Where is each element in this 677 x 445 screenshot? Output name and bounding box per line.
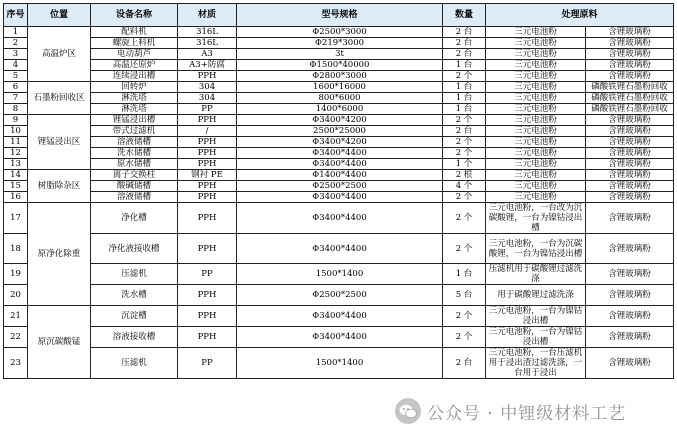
cell-no: 18 (4, 234, 28, 264)
cell-qty: 2 台 (443, 27, 486, 38)
header-raw: 处理原料 (486, 4, 674, 27)
header-qty: 数量 (443, 4, 486, 27)
cell-spec: 3t (237, 49, 443, 60)
cell-raw2: 含锂玻璃粉 (586, 203, 674, 234)
table-row (4, 203, 674, 234)
cell-raw2: 含锂玻璃粉 (586, 192, 674, 203)
cell-raw1: 三元电池粉，一台改为沉碳酸锂，一台为镍钴浸出槽 (486, 203, 586, 234)
cell-raw2: 含锂玻璃粉 (586, 181, 674, 192)
cell-spec: Φ3400*4400 (237, 203, 443, 234)
cell-material: PPH (178, 234, 237, 264)
cell-no: 20 (4, 285, 28, 306)
cell-spec: 800*6000 (237, 93, 443, 104)
location-cell: 原沉碳酸锰 (28, 306, 91, 379)
cell-no: 6 (4, 82, 28, 93)
header-location: 位置 (28, 4, 91, 27)
cell-no: 11 (4, 137, 28, 148)
cell-no: 12 (4, 148, 28, 159)
header-no: 序号 (4, 4, 28, 27)
table-row (4, 181, 674, 192)
table-row (4, 148, 674, 159)
cell-material: 316L (178, 38, 237, 49)
cell-qty: 1 台 (443, 82, 486, 93)
cell-qty: 1 台 (443, 93, 486, 104)
cell-name: 螺旋上料机 (91, 38, 178, 49)
cell-qty: 5 台 (443, 285, 486, 306)
location-cell: 原净化除重 (28, 203, 91, 306)
cell-qty: 2 个 (443, 115, 486, 126)
cell-raw1: 三元电池粉 (486, 192, 586, 203)
cell-no: 7 (4, 93, 28, 104)
cell-spec: Φ3400*4400 (237, 159, 443, 170)
cell-raw2: 含锂玻璃粉 (586, 60, 674, 71)
cell-raw1: 三元电池粉 (486, 38, 586, 49)
header-name: 设备名称 (91, 4, 178, 27)
table-row (4, 285, 674, 306)
cell-material: 316L (178, 27, 237, 38)
cell-no: 19 (4, 264, 28, 285)
cell-material: A3 (178, 49, 237, 60)
cell-raw1: 三元电池粉，一台压滤机用于浸出渣过滤洗涤，一台用于浸出 (486, 348, 586, 379)
cell-material: PP (178, 104, 237, 115)
cell-spec: 1500*1400 (237, 348, 443, 379)
cell-no: 21 (4, 306, 28, 327)
cell-raw1: 三元电池粉 (486, 27, 586, 38)
cell-qty: 2 台 (443, 38, 486, 49)
table-row (4, 104, 674, 115)
cell-raw2: 含锂玻璃粉 (586, 234, 674, 264)
cell-name: 压滤机 (91, 348, 178, 379)
cell-name: 溶液接收槽 (91, 327, 178, 348)
cell-qty: 2 台 (443, 348, 486, 379)
cell-no: 1 (4, 27, 28, 38)
cell-name: 沉淀槽 (91, 306, 178, 327)
cell-raw1: 三元电池粉 (486, 104, 586, 115)
cell-qty: 1 个 (443, 159, 486, 170)
cell-name: 高温还原炉 (91, 60, 178, 71)
cell-qty: 2 个 (443, 203, 486, 234)
cell-raw1: 三元电池粉 (486, 115, 586, 126)
cell-spec: Φ3400*4400 (237, 148, 443, 159)
cell-no: 14 (4, 170, 28, 181)
header-spec: 型号规格 (237, 4, 443, 27)
table-row (4, 306, 674, 327)
cell-raw2: 含锂玻璃粉 (586, 38, 674, 49)
cell-spec: Φ3400*4200 (237, 115, 443, 126)
cell-name: 淋洗塔 (91, 93, 178, 104)
cell-name: 溶液储槽 (91, 137, 178, 148)
cell-qty: 2 根 (443, 170, 486, 181)
cell-name: 电动葫芦 (91, 49, 178, 60)
cell-spec: Φ1500*40000 (237, 60, 443, 71)
cell-material: 钢衬 PE (178, 170, 237, 181)
cell-spec: 2500*25000 (237, 126, 443, 137)
cell-qty: 2 台 (443, 126, 486, 137)
cell-raw1: 三元电池粉 (486, 49, 586, 60)
cell-spec: Φ219*3000 (237, 38, 443, 49)
cell-raw2: 含锂玻璃粉 (586, 170, 674, 181)
cell-material: PPH (178, 203, 237, 234)
cell-raw1: 三元电池粉，一台为镍钴浸出槽 (486, 306, 586, 327)
cell-material: 304 (178, 93, 237, 104)
cell-name: 离子交换柱 (91, 170, 178, 181)
cell-no: 10 (4, 126, 28, 137)
cell-no: 16 (4, 192, 28, 203)
cell-raw2: 含锂玻璃粉 (586, 115, 674, 126)
cell-spec: Φ2800*3000 (237, 71, 443, 82)
cell-material: PPH (178, 192, 237, 203)
table-row (4, 327, 674, 348)
cell-material: PPH (178, 327, 237, 348)
cell-name: 配料机 (91, 27, 178, 38)
cell-spec: 1400*6000 (237, 104, 443, 115)
cell-raw2: 含锂玻璃粉 (586, 126, 674, 137)
table-row (4, 192, 674, 203)
table-row (4, 60, 674, 71)
table-row (4, 115, 674, 126)
cell-raw2: 含锂玻璃粉 (586, 306, 674, 327)
cell-name: 回转炉 (91, 82, 178, 93)
cell-no: 2 (4, 38, 28, 49)
cell-raw2: 含锂玻璃粉 (586, 27, 674, 38)
cell-no: 8 (4, 104, 28, 115)
table-row (4, 126, 674, 137)
cell-no: 9 (4, 115, 28, 126)
table-row (4, 38, 674, 49)
cell-qty: 2 个 (443, 306, 486, 327)
location-cell: 高温炉区 (28, 27, 91, 82)
equipment-table (3, 3, 674, 379)
table-row (4, 234, 674, 264)
cell-qty: 2 个 (443, 71, 486, 82)
cell-raw2: 磷酸铁锂石墨粉回收 (586, 104, 674, 115)
cell-name: 连续浸出槽 (91, 71, 178, 82)
cell-raw2: 含锂玻璃粉 (586, 285, 674, 306)
cell-spec: Φ1400*4400 (237, 170, 443, 181)
cell-no: 17 (4, 203, 28, 234)
cell-spec: Φ3400*4200 (237, 137, 443, 148)
location-cell: 石墨粉回收区 (28, 82, 91, 115)
cell-raw1: 压滤机用于碳酸锂过滤洗涤 (486, 264, 586, 285)
cell-raw2: 含锂玻璃粉 (586, 264, 674, 285)
cell-material: PPH (178, 71, 237, 82)
cell-spec: Φ2500*2500 (237, 181, 443, 192)
cell-material: PPH (178, 115, 237, 126)
cell-name: 压滤机 (91, 264, 178, 285)
cell-material: 304 (178, 82, 237, 93)
cell-qty: 2 个 (443, 327, 486, 348)
cell-spec: Φ3400*4400 (237, 192, 443, 203)
table-row (4, 348, 674, 379)
header-row (4, 4, 674, 27)
cell-raw1: 用于碳酸锂过滤洗涤 (486, 285, 586, 306)
watermark (395, 398, 626, 424)
wechat-icon (395, 398, 421, 424)
cell-no: 15 (4, 181, 28, 192)
cell-spec: Φ3400*4400 (237, 327, 443, 348)
cell-qty: 1 台 (443, 60, 486, 71)
cell-spec: Φ2500*2500 (237, 285, 443, 306)
cell-raw2: 含锂玻璃粉 (586, 159, 674, 170)
cell-spec: 1500*1400 (237, 264, 443, 285)
table-row (4, 49, 674, 60)
cell-raw2: 含锂玻璃粉 (586, 148, 674, 159)
cell-name: 洗水槽 (91, 285, 178, 306)
cell-material: PP (178, 348, 237, 379)
cell-spec: Φ3400*4400 (237, 234, 443, 264)
cell-qty: 1 台 (443, 104, 486, 115)
location-cell: 锂锰浸出区 (28, 115, 91, 170)
cell-name: 原水储槽 (91, 159, 178, 170)
cell-raw2: 含锂玻璃粉 (586, 71, 674, 82)
cell-raw2: 含锂玻璃粉 (586, 49, 674, 60)
cell-no: 4 (4, 60, 28, 71)
cell-raw1: 三元电池粉 (486, 93, 586, 104)
cell-name: 锂锰浸出槽 (91, 115, 178, 126)
cell-qty: 2 个 (443, 137, 486, 148)
cell-raw1: 三元电池粉 (486, 71, 586, 82)
table-row (4, 27, 674, 38)
cell-material: PPH (178, 159, 237, 170)
cell-qty: 2 个 (443, 234, 486, 264)
cell-name: 洗水储槽 (91, 148, 178, 159)
cell-no: 3 (4, 49, 28, 60)
header-material: 材质 (178, 4, 237, 27)
cell-name: 带式过滤机 (91, 126, 178, 137)
cell-name: 净化槽 (91, 203, 178, 234)
cell-raw1: 三元电池粉，一台为沉碳酸锂，一台为镍钴浸出槽 (486, 234, 586, 264)
cell-raw1: 三元电池粉 (486, 82, 586, 93)
cell-raw1: 三元电池粉 (486, 170, 586, 181)
table-row (4, 170, 674, 181)
cell-no: 13 (4, 159, 28, 170)
cell-raw2: 含锂玻璃粉 (586, 327, 674, 348)
table-row (4, 264, 674, 285)
cell-material: PPH (178, 181, 237, 192)
cell-material: PPH (178, 285, 237, 306)
location-cell: 树脂除杂区 (28, 170, 91, 203)
table-row (4, 93, 674, 104)
cell-material: PPH (178, 306, 237, 327)
cell-raw1: 三元电池粉 (486, 126, 586, 137)
cell-no: 5 (4, 71, 28, 82)
cell-material: PPH (178, 148, 237, 159)
cell-raw2: 磷酸铁锂石墨粉回收 (586, 82, 674, 93)
table-row (4, 71, 674, 82)
cell-no: 22 (4, 327, 28, 348)
cell-raw2: 含锂玻璃粉 (586, 137, 674, 148)
cell-spec: Φ3400*4400 (237, 306, 443, 327)
cell-qty: 4 个 (443, 181, 486, 192)
table-row (4, 159, 674, 170)
cell-spec: 1600*16000 (237, 82, 443, 93)
table-row (4, 137, 674, 148)
cell-material: / (178, 126, 237, 137)
cell-raw1: 三元电池粉，一台为镍钴浸出槽 (486, 327, 586, 348)
cell-raw1: 三元电池粉 (486, 181, 586, 192)
cell-name: 溶液储槽 (91, 192, 178, 203)
cell-qty: 2 台 (443, 49, 486, 60)
table-row (4, 82, 674, 93)
cell-qty: 2 个 (443, 192, 486, 203)
watermark-text: 公众号 · 中锂级材料工艺 (427, 403, 627, 424)
cell-raw1: 三元电池粉 (486, 159, 586, 170)
cell-material: PPH (178, 137, 237, 148)
cell-raw1: 三元电池粉 (486, 148, 586, 159)
cell-qty: 2 个 (443, 148, 486, 159)
cell-raw1: 三元电池粉 (486, 137, 586, 148)
cell-no: 23 (4, 348, 28, 379)
cell-spec: Φ2500*3000 (237, 27, 443, 38)
cell-qty: 1 台 (443, 264, 486, 285)
cell-name: 酸碱储槽 (91, 181, 178, 192)
cell-name: 淋洗塔 (91, 104, 178, 115)
cell-name: 净化液接收槽 (91, 234, 178, 264)
cell-raw1: 三元电池粉 (486, 60, 586, 71)
cell-raw2: 含锂玻璃粉 (586, 348, 674, 379)
cell-material: PP (178, 264, 237, 285)
cell-material: A3+防腐 (178, 60, 237, 71)
cell-raw2: 磷酸铁锂石墨粉回收 (586, 93, 674, 104)
